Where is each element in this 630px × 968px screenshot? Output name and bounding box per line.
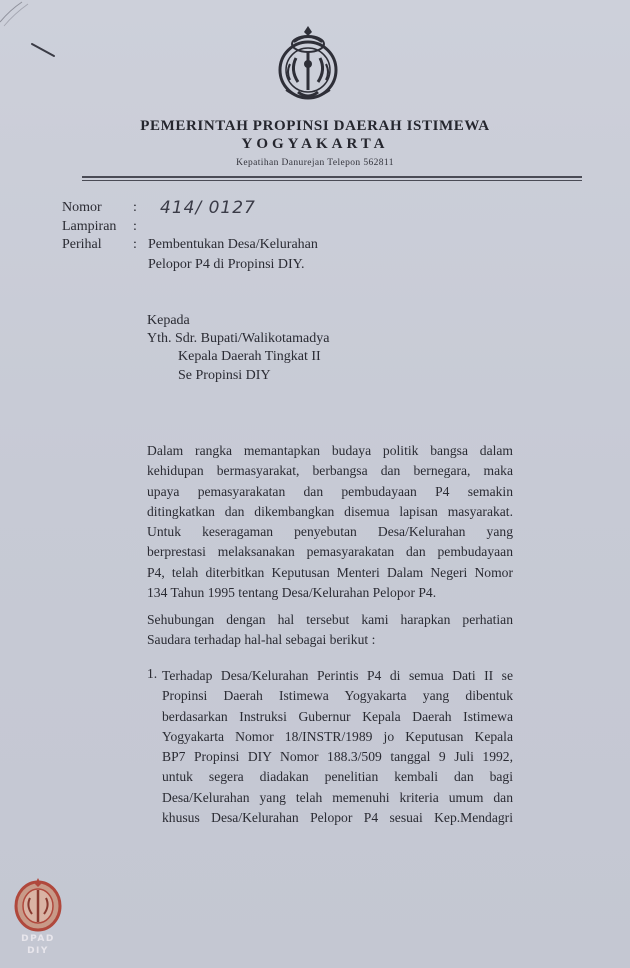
yogyakarta-crest-icon bbox=[276, 24, 340, 104]
list-line: berdasarkan Instruksi Gubernur Kepala Daerah Istimewa bbox=[162, 708, 513, 724]
office-address: Kepatihan Danurejan Telepon 562811 bbox=[236, 158, 394, 168]
recipient-line-2: Kepala Daerah Tingkat II bbox=[178, 349, 321, 364]
corner-fold-mark bbox=[0, 0, 40, 30]
paragraph-line: ditingkatkan dan dikembangkan disemua lapisan masyarakat. bbox=[147, 503, 513, 519]
pen-scratch-mark bbox=[30, 40, 56, 58]
header-divider-thick bbox=[82, 176, 582, 178]
body-paragraph-2 bbox=[147, 610, 513, 651]
paragraph-line: berprestasi melaksanakan pemasyarakatan dan pembudayaan bbox=[147, 544, 513, 560]
list-line: khusus Desa/Kelurahan Pelopor P4 sesuai Kep.Mendagri bbox=[162, 810, 513, 826]
archive-stamp bbox=[12, 874, 64, 960]
list-item-number: 1. bbox=[147, 666, 158, 681]
nomor-colon: : bbox=[133, 200, 137, 215]
list-line: Yogyakarta Nomor 18/INSTR/1989 jo Keputusan Kepala bbox=[162, 728, 513, 744]
list-line: BP7 Propinsi DIY Nomor 188.3/509 tanggal 9 Juli 1992, bbox=[162, 749, 513, 765]
list-line: Desa/Kelurahan yang telah memenuhi kriteria umum dan bbox=[162, 789, 513, 805]
paragraph-line: kehidupan bermasyarakat, berbangsa dan bernegara, maka bbox=[147, 463, 513, 479]
paragraph-line: Sehubungan dengan hal tersebut kami harapkan perhatian bbox=[147, 612, 513, 627]
header-divider-thin bbox=[82, 180, 582, 181]
paragraph-line: Untuk keseragaman penyebutan Desa/Kelurahan yang bbox=[147, 524, 513, 540]
paragraph-line: Dalam rangka memantapkan budaya politik bangsa dalam bbox=[147, 443, 513, 458]
recipient-kepada: Kepada bbox=[147, 313, 190, 328]
perihal-line-2: Pelopor P4 di Propinsi DIY. bbox=[148, 257, 305, 272]
paragraph-line: P4, telah diterbitkan Keputusan Menteri Dalam Negeri Nomor bbox=[147, 564, 513, 580]
archive-stamp-icon bbox=[12, 874, 64, 934]
paragraph-line: upaya pemasyarakatan dan pembudayaan P4 semakin bbox=[147, 483, 513, 499]
paragraph-line: Saudara terhadap hal-hal sebagai berikut : bbox=[147, 632, 376, 648]
perihal-colon: : bbox=[133, 237, 137, 252]
list-line: Terhadap Desa/Kelurahan Perintis P4 di semua Dati II se bbox=[162, 668, 513, 683]
recipient-line-3: Se Propinsi DIY bbox=[178, 368, 271, 383]
stamp-text-diy: DIY bbox=[27, 946, 49, 956]
perihal-line-1: Pembentukan Desa/Kelurahan bbox=[148, 237, 318, 252]
lampiran-label: Lampiran bbox=[62, 219, 117, 234]
list-line: untuk segera diadakan penelitian kembali dan bagi bbox=[162, 769, 513, 785]
recipient-line-1: Yth. Sdr. Bupati/Walikotamadya bbox=[147, 331, 330, 346]
list-line: Propinsi Daerah Istimewa Yogyakarta yang dibentuk bbox=[162, 688, 513, 704]
nomor-value-handwritten: 414/ 0127 bbox=[160, 198, 256, 218]
list-item-1 bbox=[162, 666, 513, 828]
perihal-label: Perihal bbox=[62, 237, 102, 252]
lampiran-colon: : bbox=[133, 219, 137, 234]
region-title: YOGYAKARTA bbox=[241, 136, 389, 152]
stamp-text-dpad: DPAD bbox=[21, 934, 55, 944]
paragraph-line: 134 Tahun 1995 tentang Desa/Kelurahan Pelopor P4. bbox=[147, 585, 437, 601]
nomor-label: Nomor bbox=[62, 200, 102, 215]
body-paragraph-1 bbox=[147, 441, 513, 603]
government-title: PEMERINTAH PROPINSI DAERAH ISTIMEWA bbox=[140, 118, 490, 134]
